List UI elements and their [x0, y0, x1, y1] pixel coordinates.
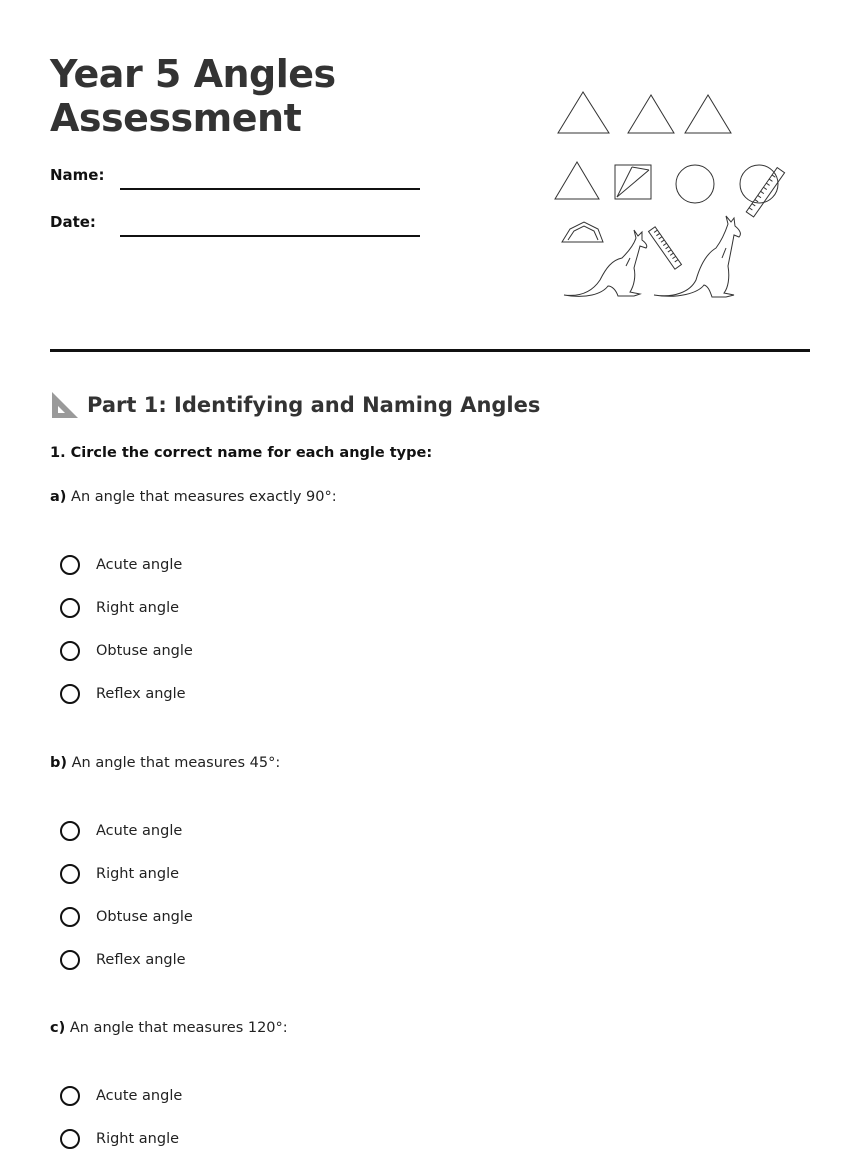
question-text: An angle that measures 45°: [71, 755, 281, 771]
triangle-icon [628, 95, 674, 133]
question-1-instruction: 1. Circle the correct name for each angle type: [50, 445, 433, 461]
option-label: Reflex angle [96, 951, 186, 968]
radio-circle[interactable] [60, 907, 80, 927]
radio-circle[interactable] [60, 684, 80, 704]
triangle-icon [558, 92, 609, 133]
option-acute[interactable] [60, 543, 193, 586]
option-list [60, 809, 193, 981]
question-prompt [50, 1017, 810, 1039]
question-a [50, 486, 810, 702]
part1-title: Part 1: Identifying and Naming Angles [87, 393, 541, 417]
option-list [60, 543, 193, 715]
kangaroo-icon [654, 216, 740, 297]
header-divider [50, 349, 810, 352]
ruler-icon [649, 227, 682, 269]
assessment-page [50, 0, 810, 1161]
option-label: Obtuse angle [96, 642, 193, 659]
option-label: Obtuse angle [96, 908, 193, 925]
name-label: Name: [50, 166, 105, 184]
option-label: Reflex angle [96, 685, 186, 702]
title-line-1: Year 5 Angles [50, 52, 336, 96]
option-acute[interactable] [60, 1074, 182, 1117]
part1-heading [50, 388, 540, 422]
question-letter: c) [50, 1020, 66, 1036]
name-field[interactable] [50, 166, 420, 190]
circle-icon [676, 165, 714, 203]
kangaroo-icon [564, 230, 647, 296]
question-c [50, 1017, 810, 1147]
option-right[interactable] [60, 852, 193, 895]
question-letter: a) [50, 489, 67, 505]
option-obtuse[interactable] [60, 629, 193, 672]
option-label: Acute angle [96, 822, 183, 839]
question-b [50, 752, 810, 968]
page-title [50, 52, 336, 140]
option-label: Right angle [96, 599, 180, 616]
triangle-icon [685, 95, 731, 133]
date-field[interactable] [50, 213, 420, 237]
option-label: Right angle [96, 865, 180, 882]
option-acute[interactable] [60, 809, 193, 852]
question-prompt [50, 752, 810, 774]
option-right[interactable] [60, 1117, 182, 1160]
protractor-icon [562, 222, 603, 242]
date-line[interactable] [120, 235, 420, 237]
option-label: Acute angle [96, 1087, 183, 1104]
radio-circle[interactable] [60, 555, 80, 575]
radio-circle[interactable] [60, 641, 80, 661]
geometry-clipart [550, 80, 790, 310]
question-text: An angle that measures exactly 90°: [71, 489, 337, 505]
title-line-2: Assessment [50, 96, 302, 140]
radio-circle[interactable] [60, 1129, 80, 1149]
ruler-icon [746, 168, 784, 217]
option-label: Acute angle [96, 556, 183, 573]
radio-circle[interactable] [60, 864, 80, 884]
triangle-icon [555, 162, 599, 199]
radio-circle[interactable] [60, 598, 80, 618]
set-square-icon [50, 390, 80, 420]
name-line[interactable] [120, 188, 420, 190]
option-right[interactable] [60, 586, 193, 629]
radio-circle[interactable] [60, 950, 80, 970]
radio-circle[interactable] [60, 1086, 80, 1106]
option-reflex[interactable] [60, 938, 193, 981]
question-letter: b) [50, 755, 68, 771]
option-label: Right angle [96, 1130, 180, 1147]
option-reflex[interactable] [60, 672, 193, 715]
radio-circle[interactable] [60, 821, 80, 841]
protractor-circle-icon [740, 165, 778, 203]
option-list [60, 1074, 182, 1160]
date-label: Date: [50, 213, 96, 231]
question-text: An angle that measures 120°: [69, 1020, 288, 1036]
square-icon [615, 165, 651, 199]
question-prompt [50, 486, 810, 508]
option-obtuse[interactable] [60, 895, 193, 938]
